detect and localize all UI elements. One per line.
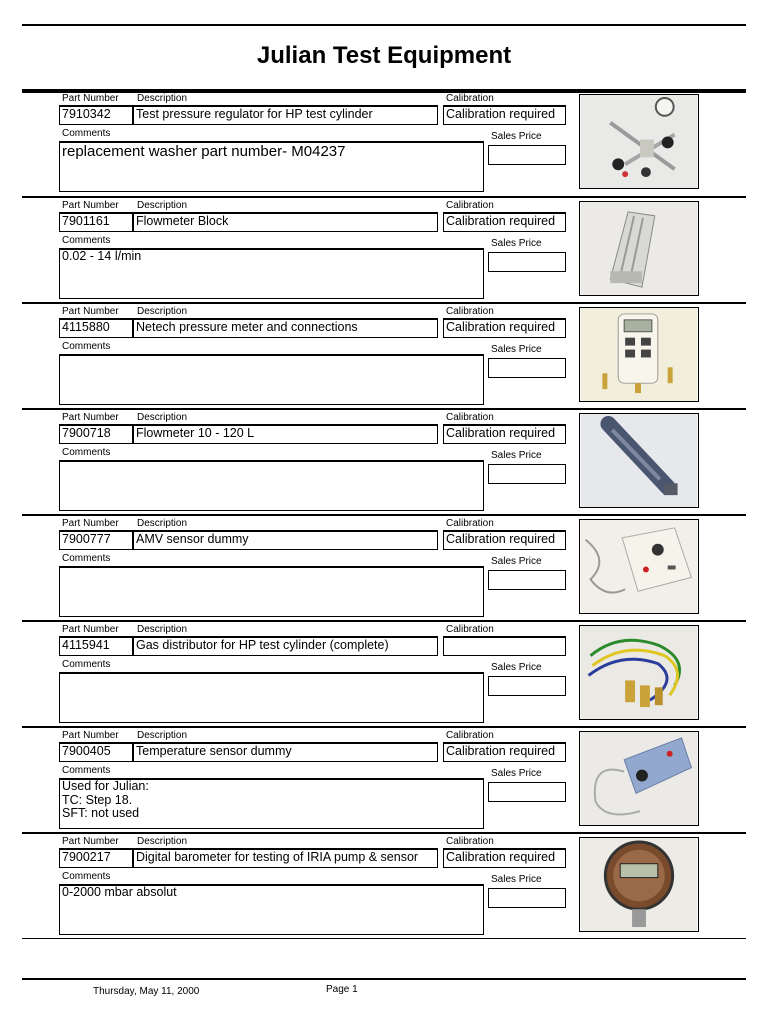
calibration-field xyxy=(443,636,566,656)
comments-label: Comments xyxy=(62,659,111,670)
calibration-field: Calibration required xyxy=(443,848,566,868)
calibration-field: Calibration required xyxy=(443,318,566,338)
record-separator xyxy=(22,726,746,728)
description-label: Description xyxy=(137,412,188,423)
part-number-label: Part Number xyxy=(62,200,119,211)
part-number-field: 7900405 xyxy=(59,742,133,762)
equipment-record xyxy=(22,196,746,302)
description-field: Temperature sensor dummy xyxy=(133,742,438,762)
comments-field: Used for Julian: TC: Step 18. SFT: not used xyxy=(59,778,484,829)
comments-label: Comments xyxy=(62,235,111,246)
description-label: Description xyxy=(137,93,188,104)
gas-distributor-hoses-photo xyxy=(579,625,699,720)
comments-field: 0-2000 mbar absolut xyxy=(59,884,484,935)
record-separator xyxy=(22,302,746,304)
part-number-label: Part Number xyxy=(62,730,119,741)
equipment-record xyxy=(22,620,746,726)
footer-rule xyxy=(22,978,746,980)
description-label: Description xyxy=(137,200,188,211)
flowmeter-block-photo xyxy=(579,201,699,296)
sales-price-label: Sales Price xyxy=(491,238,542,249)
part-number-label: Part Number xyxy=(62,624,119,635)
record-separator xyxy=(22,832,746,834)
pressure-regulator-photo xyxy=(579,94,699,189)
part-number-label: Part Number xyxy=(62,93,119,104)
calibration-field: Calibration required xyxy=(443,530,566,550)
sales-price-field xyxy=(488,570,566,590)
record-separator xyxy=(22,514,746,516)
description-label: Description xyxy=(137,730,188,741)
sales-price-label: Sales Price xyxy=(491,768,542,779)
temperature-dummy-photo xyxy=(579,731,699,826)
sales-price-field xyxy=(488,145,566,165)
part-number-field: 7900718 xyxy=(59,424,133,444)
description-field: Netech pressure meter and connections xyxy=(133,318,438,338)
sales-price-field xyxy=(488,464,566,484)
sales-price-field xyxy=(488,888,566,908)
description-field: Digital barometer for testing of IRIA pump & sensor xyxy=(133,848,438,868)
bottom-rule xyxy=(22,938,746,939)
part-number-field: 7910342 xyxy=(59,105,133,125)
sales-price-label: Sales Price xyxy=(491,450,542,461)
record-separator xyxy=(22,408,746,410)
sales-price-field xyxy=(488,782,566,802)
part-number-label: Part Number xyxy=(62,836,119,847)
equipment-record xyxy=(22,89,746,195)
comments-field xyxy=(59,354,484,405)
description-label: Description xyxy=(137,836,188,847)
calibration-field: Calibration required xyxy=(443,742,566,762)
report-title: Julian Test Equipment xyxy=(256,42,512,69)
calibration-label: Calibration xyxy=(446,200,494,211)
calibration-label: Calibration xyxy=(446,624,494,635)
comments-label: Comments xyxy=(62,341,111,352)
description-field: Test pressure regulator for HP test cylinder xyxy=(133,105,438,125)
equipment-record xyxy=(22,514,746,620)
description-field: Flowmeter Block xyxy=(133,212,438,232)
equipment-record xyxy=(22,408,746,514)
pressure-meter-photo xyxy=(579,307,699,402)
sales-price-label: Sales Price xyxy=(491,874,542,885)
comments-label: Comments xyxy=(62,447,111,458)
description-label: Description xyxy=(137,518,188,529)
part-number-label: Part Number xyxy=(62,412,119,423)
comments-field: 0.02 - 14 l/min xyxy=(59,248,484,299)
comments-label: Comments xyxy=(62,553,111,564)
sales-price-label: Sales Price xyxy=(491,131,542,142)
comments-field xyxy=(59,672,484,723)
calibration-label: Calibration xyxy=(446,836,494,847)
calibration-label: Calibration xyxy=(446,306,494,317)
part-number-field: 7900217 xyxy=(59,848,133,868)
description-label: Description xyxy=(137,306,188,317)
calibration-label: Calibration xyxy=(446,412,494,423)
flowmeter-tube-photo xyxy=(579,413,699,508)
comments-field: replacement washer part number- M04237 xyxy=(59,141,484,192)
part-number-field: 4115880 xyxy=(59,318,133,338)
comments-label: Comments xyxy=(62,128,111,139)
calibration-field: Calibration required xyxy=(443,424,566,444)
digital-barometer-photo xyxy=(579,837,699,932)
sensor-dummy-box-photo xyxy=(579,519,699,614)
equipment-record xyxy=(22,302,746,408)
footer-page-number: Page 1 xyxy=(326,984,358,995)
calibration-label: Calibration xyxy=(446,93,494,104)
equipment-record xyxy=(22,832,746,938)
description-field: AMV sensor dummy xyxy=(133,530,438,550)
part-number-label: Part Number xyxy=(62,518,119,529)
record-separator xyxy=(22,196,746,198)
description-field: Flowmeter 10 - 120 L xyxy=(133,424,438,444)
equipment-record xyxy=(22,726,746,832)
comments-field xyxy=(59,566,484,617)
sales-price-label: Sales Price xyxy=(491,662,542,673)
description-label: Description xyxy=(137,624,188,635)
record-separator xyxy=(22,89,746,93)
sales-price-field xyxy=(488,676,566,696)
part-number-field: 7901161 xyxy=(59,212,133,232)
part-number-field: 4115941 xyxy=(59,636,133,656)
part-number-label: Part Number xyxy=(62,306,119,317)
part-number-field: 7900777 xyxy=(59,530,133,550)
sales-price-field xyxy=(488,358,566,378)
calibration-label: Calibration xyxy=(446,518,494,529)
calibration-field: Calibration required xyxy=(443,105,566,125)
calibration-label: Calibration xyxy=(446,730,494,741)
sales-price-label: Sales Price xyxy=(491,556,542,567)
sales-price-label: Sales Price xyxy=(491,344,542,355)
comments-field xyxy=(59,460,484,511)
top-rule xyxy=(22,24,746,26)
calibration-field: Calibration required xyxy=(443,212,566,232)
sales-price-field xyxy=(488,252,566,272)
record-separator xyxy=(22,620,746,622)
comments-label: Comments xyxy=(62,871,111,882)
comments-label: Comments xyxy=(62,765,111,776)
description-field: Gas distributor for HP test cylinder (complete) xyxy=(133,636,438,656)
footer-date: Thursday, May 11, 2000 xyxy=(93,986,200,997)
